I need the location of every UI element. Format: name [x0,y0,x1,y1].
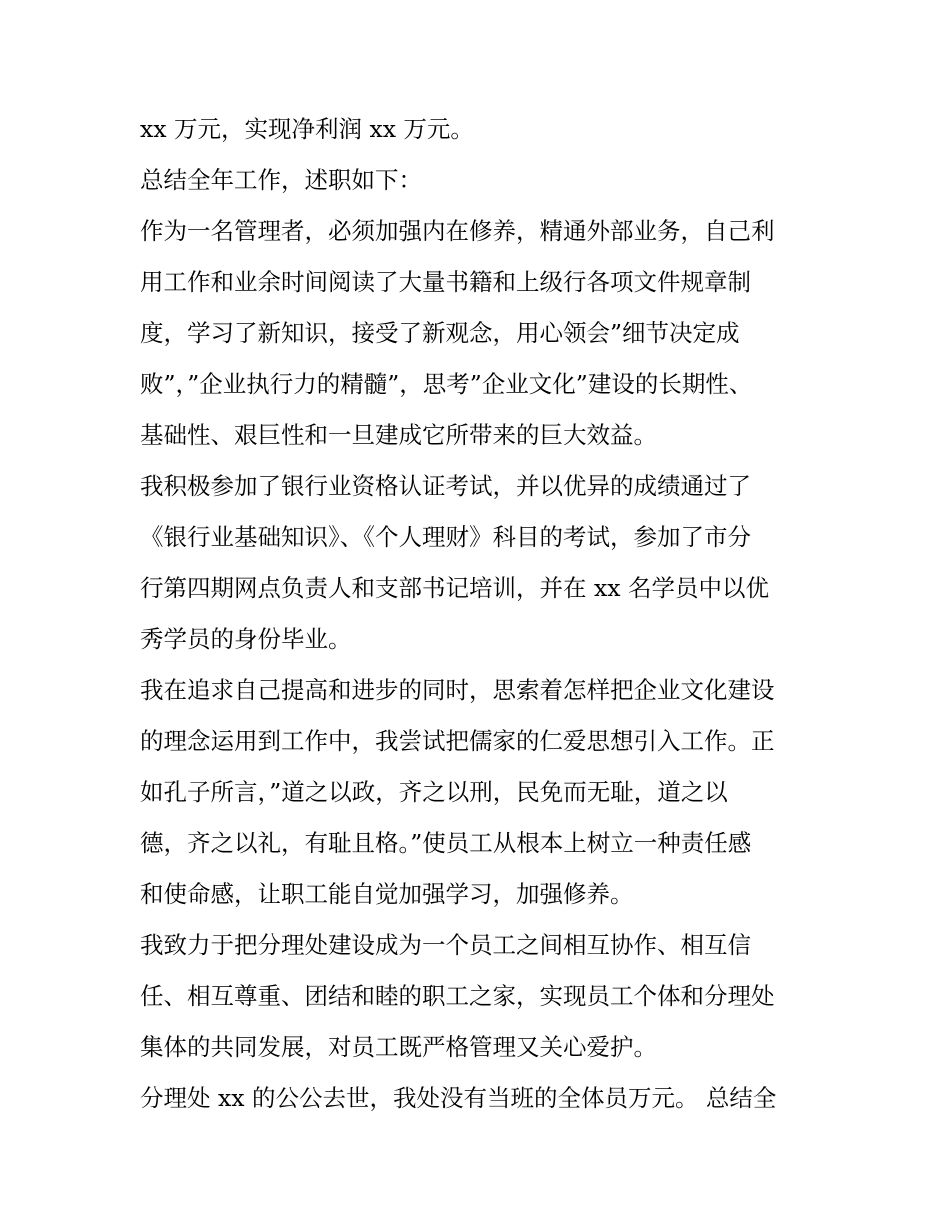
text-line: 德，齐之以礼，有耻且格。”使员工从根本上树立一种责任感 [140,829,752,857]
text-line: 我在追求自己提高和进步的同时，思索着怎样把企业文化建设 [140,676,775,704]
text-line: 作为一名管理者，必须加强内在修养，精通外部业务，自己利 [140,217,775,245]
text-line: 度，学习了新知识，接受了新观念，用心领会”细节决定成 [140,319,740,347]
text-line: 行第四期网点负责人和支部书记培训，并在 xx 名学员中以优 [140,574,769,602]
text-line: 基础性、艰巨性和一旦建成它所带来的巨大效益。 [140,421,657,449]
text-line: 我积极参加了银行业资格认证考试，并以优异的成绩通过了 [140,472,751,500]
text-line: 如孔子所言，”道之以政，齐之以刑，民免而无耻，道之以 [140,778,728,806]
text-line: xx 万元，实现净利润 xx 万元。 [140,115,474,143]
text-line: 秀学员的身份毕业。 [140,625,352,653]
text-line: 总结全年工作，述职如下： [140,166,422,194]
document-body [140,104,830,1124]
text-line: 用工作和业余时间阅读了大量书籍和上级行各项文件规章制 [140,268,751,296]
text-line: 败”，”企业执行力的精髓”，思考”企业文化”建设的长期性、 [140,370,753,398]
text-line: 和使命感，让职工能自觉加强学习，加强修养。 [140,880,634,908]
text-line: 《银行业基础知识》、《个人理财》科目的考试，参加了市分 [140,523,751,551]
text-line: 我致力于把分理处建设成为一个员工之间相互协作、相互信 [140,931,751,959]
text-line: 分理处 xx 的公公去世，我处没有当班的全体员万元。 总结全 [140,1084,777,1112]
text-line: 的理念运用到工作中，我尝试把儒家的仁爱思想引入工作。正 [140,727,775,755]
text-line: 任、相互尊重、团结和睦的职工之家，实现员工个体和分理处 [140,982,775,1010]
text-line: 集体的共同发展，对员工既严格管理又关心爱护。 [140,1033,657,1061]
